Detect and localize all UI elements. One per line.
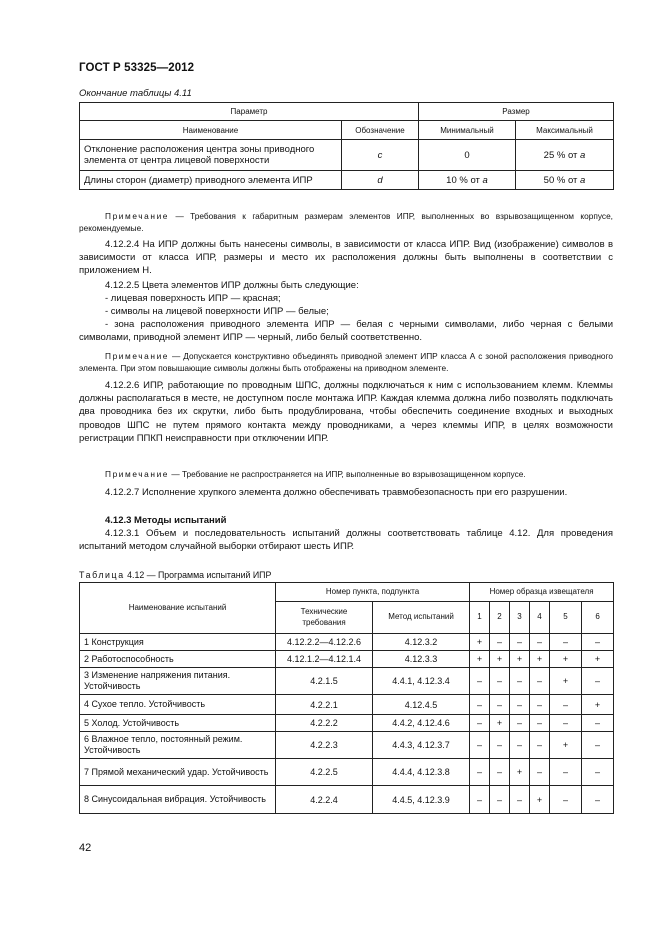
sample-mark: – [550, 715, 582, 732]
header-size: Размер [419, 103, 614, 121]
sample-number: 3 [510, 602, 530, 634]
tech-requirement: 4.2.2.3 [276, 732, 373, 759]
sample-mark: + [490, 715, 510, 732]
test-name: 3 Изменение напряжения питания. Устойчивость [80, 668, 276, 695]
sample-mark: – [550, 695, 582, 715]
sample-mark: – [470, 732, 490, 759]
list-item: - зона расположения приводного элемента ИПР — белая с черными символами, либо черная с белыми символами, приводной элемент ИПР — черный, либо белый соответственно. [79, 319, 613, 344]
table-row [80, 695, 614, 715]
sample-number: 4 [530, 602, 550, 634]
table-row [80, 634, 614, 651]
header-parameter: Параметр [80, 103, 419, 121]
sample-mark: + [550, 668, 582, 695]
table-row [80, 715, 614, 732]
sample-mark: – [510, 634, 530, 651]
table-row [80, 732, 614, 759]
test-method: 4.12.4.5 [373, 695, 470, 715]
tech-requirement: 4.12.1.2—4.12.1.4 [276, 651, 373, 668]
header-item-number: Номер пункта, подпункта [276, 583, 470, 602]
row-symbol: d [342, 171, 419, 190]
sample-mark: – [530, 695, 550, 715]
test-method: 4.12.3.3 [373, 651, 470, 668]
sample-mark: – [510, 695, 530, 715]
paragraph-4-12-2-5: 4.12.2.5 Цвета элементов ИПР должны быть следующие: [105, 280, 359, 291]
row-max: 50 % от a [516, 171, 614, 190]
header-name: Наименование [80, 121, 342, 140]
header-tech-requirements: Технические требования [276, 602, 373, 634]
sample-mark: + [530, 786, 550, 814]
sample-mark: + [510, 651, 530, 668]
sample-mark: – [510, 732, 530, 759]
test-method: 4.4.4, 4.12.3.8 [373, 759, 470, 786]
paragraph-4-12-3-1: 4.12.3.1 Объем и последовательность испытаний должны соответствовать таблице 4.12. Для проведения испытаний методом случайной выборки отбирают шесть ИПР. [79, 528, 613, 553]
sample-mark: + [470, 634, 490, 651]
table-row [80, 786, 614, 814]
test-method: 4.4.5, 4.12.3.9 [373, 786, 470, 814]
header-max: Максимальный [516, 121, 614, 140]
paragraph-4-12-2-7: 4.12.2.7 Исполнение хрупкого элемента должно обеспечивать травмобезопасность при его разрушении. [105, 487, 568, 498]
sample-mark: – [490, 634, 510, 651]
sample-mark: – [530, 732, 550, 759]
sample-mark: + [582, 695, 614, 715]
header-test-name: Наименование испытаний [80, 583, 276, 634]
sample-mark: + [470, 651, 490, 668]
tech-requirement: 4.2.1.5 [276, 668, 373, 695]
test-method: 4.4.2, 4.12.4.6 [373, 715, 470, 732]
row-min: 10 % от a [419, 171, 516, 190]
sample-number: 6 [582, 602, 614, 634]
sample-mark: – [550, 634, 582, 651]
sample-mark: – [510, 715, 530, 732]
list-item: - лицевая поверхность ИПР — красная; [105, 293, 281, 304]
sample-mark: – [470, 759, 490, 786]
table-row [80, 668, 614, 695]
sample-mark: – [490, 695, 510, 715]
sample-mark: – [582, 786, 614, 814]
sample-mark: – [530, 715, 550, 732]
sample-mark: – [470, 695, 490, 715]
row-symbol: c [342, 140, 419, 171]
sample-mark: – [490, 732, 510, 759]
sample-number: 1 [470, 602, 490, 634]
standard-header: ГОСТ Р 53325—2012 [79, 62, 195, 74]
header-symbol: Обозначение [342, 121, 419, 140]
sample-mark: – [530, 634, 550, 651]
section-heading: 4.12.3 Методы испытаний [105, 515, 227, 526]
test-name: 4 Сухое тепло. Устойчивость [80, 695, 276, 715]
tech-requirement: 4.12.2.2—4.12.2.6 [276, 634, 373, 651]
sample-mark: – [470, 715, 490, 732]
row-min: 0 [419, 140, 516, 171]
sample-mark: – [530, 759, 550, 786]
note-2: Примечание — Допускается конструктивно объединять приводной элемент ИПР класса А с зоной расположения приводного элемента. При этом повышающие символы должны быть отображены на приводном элементе. [79, 351, 613, 373]
sample-mark: – [470, 668, 490, 695]
sample-mark: + [582, 651, 614, 668]
header-test-method: Метод испытаний [373, 602, 470, 634]
test-name: 5 Холод. Устойчивость [80, 715, 276, 732]
test-program-table [79, 582, 614, 814]
paragraph-4-12-2-4: 4.12.2.4 На ИПР должны быть нанесены символы, в зависимости от класса ИПР. Вид (изображение) символов в зависимости от класса ИПР, размеры и место их расположения должны быть выполнены в соответствии с приложением Н. [79, 239, 613, 277]
sample-mark: – [510, 668, 530, 695]
test-name: 1 Конструкция [80, 634, 276, 651]
sample-mark: + [510, 759, 530, 786]
sample-mark: – [510, 786, 530, 814]
test-name: 8 Синусоидальная вибрация. Устойчивость [80, 786, 276, 814]
sample-mark: – [582, 759, 614, 786]
sample-mark: + [490, 651, 510, 668]
note-1: Примечание — Требования к габаритным размерам элементов ИПР, выполненных во взрывозащищенном корпусе, рекомендуемые. [79, 211, 613, 233]
test-method: 4.12.3.2 [373, 634, 470, 651]
sample-mark: – [550, 759, 582, 786]
row-name: Длины сторон (диаметр) приводного элемента ИПР [80, 171, 342, 190]
header-sample-number: Номер образца извещателя [470, 583, 614, 602]
sample-number: 2 [490, 602, 510, 634]
sample-mark: + [550, 651, 582, 668]
table-caption: Таблица 4.12 — Программа испытаний ИПР [79, 570, 272, 580]
sample-mark: – [490, 786, 510, 814]
header-min: Минимальный [419, 121, 516, 140]
test-method: 4.4.3, 4.12.3.7 [373, 732, 470, 759]
row-max: 25 % от a [516, 140, 614, 171]
sample-mark: – [582, 715, 614, 732]
page-number: 42 [79, 842, 92, 854]
sample-number: 5 [550, 602, 582, 634]
sample-mark: – [582, 634, 614, 651]
list-item: - символы на лицевой поверхности ИПР — белые; [105, 306, 329, 317]
table-row [80, 759, 614, 786]
table-row [80, 140, 614, 171]
table-continuation-caption: Окончание таблицы 4.11 [79, 88, 192, 99]
tech-requirement: 4.2.2.5 [276, 759, 373, 786]
test-name: 7 Прямой механический удар. Устойчивость [80, 759, 276, 786]
note-3: Примечание — Требование не распространяется на ИПР, выполненные во взрывозащищенном корпусе. [105, 469, 526, 479]
test-method: 4.4.1, 4.12.3.4 [373, 668, 470, 695]
sample-mark: – [470, 786, 490, 814]
dimensions-table [79, 102, 614, 190]
tech-requirement: 4.2.2.4 [276, 786, 373, 814]
tech-requirement: 4.2.2.2 [276, 715, 373, 732]
test-name: 6 Влажное тепло, постоянный режим. Устойчивость [80, 732, 276, 759]
sample-mark: – [582, 732, 614, 759]
row-name: Отклонение расположения центра зоны приводного элемента от центра лицевой поверхности [80, 140, 342, 171]
sample-mark: – [490, 668, 510, 695]
test-name: 2 Работоспособность [80, 651, 276, 668]
sample-mark: – [550, 786, 582, 814]
paragraph-4-12-2-6: 4.12.2.6 ИПР, работающие по проводным ШПС, должны подключаться к ним с использованием клемм. Клеммы должны располагаться в месте, не доступном после монтажа ИПР. Каждая клемма должна либо позволять подключать два проводника без их скрутки, либо быть продублирована, чтобы обеспечить соединение входных и выходных проводов ШПС не путем прямого контакта между проводниками, а через клеммы ИПР, в целях возможности регистрации ППКП неисправности при отключении ИПР. [79, 380, 613, 444]
sample-mark: + [530, 651, 550, 668]
table-row [80, 651, 614, 668]
sample-mark: – [530, 668, 550, 695]
sample-mark: – [582, 668, 614, 695]
tech-requirement: 4.2.2.1 [276, 695, 373, 715]
sample-mark: + [550, 732, 582, 759]
table-row [80, 171, 614, 190]
sample-mark: – [490, 759, 510, 786]
